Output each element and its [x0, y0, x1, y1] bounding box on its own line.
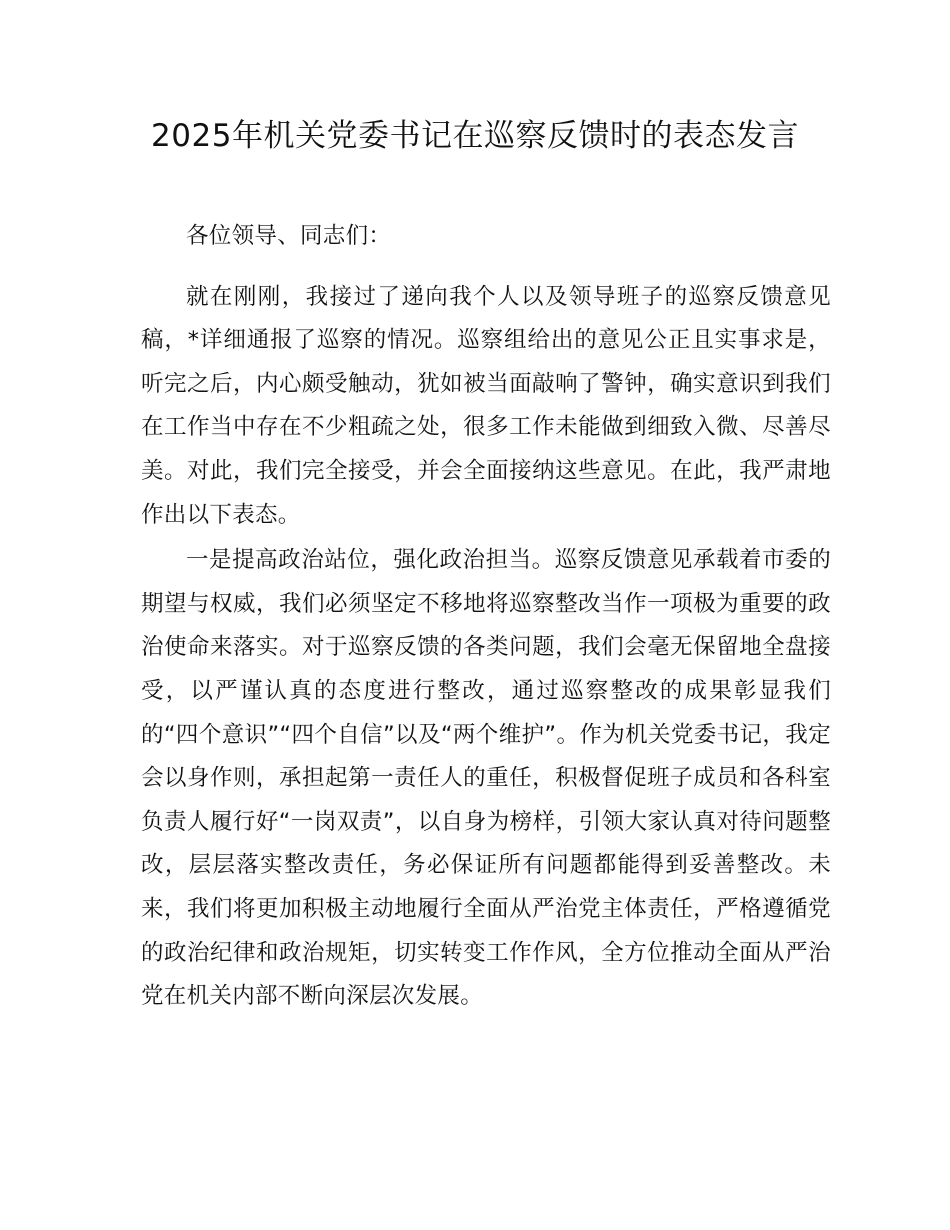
document-body — [141, 215, 831, 1021]
paragraph-2: 一是提高政治站位，强化政治担当。巡察反馈意见承载着市委的期望与权威，我们必须坚定不移地将巡察整改当作一项极为重要的政治使命来落实。对于巡察反馈的各类问题，我们会毫无保留地全盘接受，以严谨认真的态度进行整改，通过巡察整改的成果彰显我们的“四个意识”“四个自信”以及“两个维护”。作为机关党委书记，我定会以身作则，承担起第一责任人的重任，积极督促班子成员和各科室负责人履行好“一岗双责”，以自身为榜样，引领大家认真对待问题整改，层层落实整改责任，务必保证所有问题都能得到妥善整改。未来，我们将更加积极主动地履行全面从严治党主体责任，严格遵循党的政治纪律和政治规矩，切实转变工作作风，全方位推动全面从严治党在机关内部不断向深层次发展。 — [141, 547, 831, 1010]
document-title: 2025年机关党委书记在巡察反馈时的表态发言 — [151, 118, 799, 154]
paragraph-1: 就在刚刚，我接过了递向我个人以及领导班子的巡察反馈意见稿，*详细通报了巡察的情况。巡察组给出的意见公正且实事求是，听完之后，内心颇受触动，犹如被当面敲响了警钟，确实意识到我们在工作当中存在不少粗疏之处，很多工作未能做到细致入微、尽善尽美。对此，我们完全接受，并会全面接纳这些意见。在此，我严肃地作出以下表态。 — [141, 283, 831, 528]
greeting: 各位领导、同志们： — [186, 223, 392, 249]
